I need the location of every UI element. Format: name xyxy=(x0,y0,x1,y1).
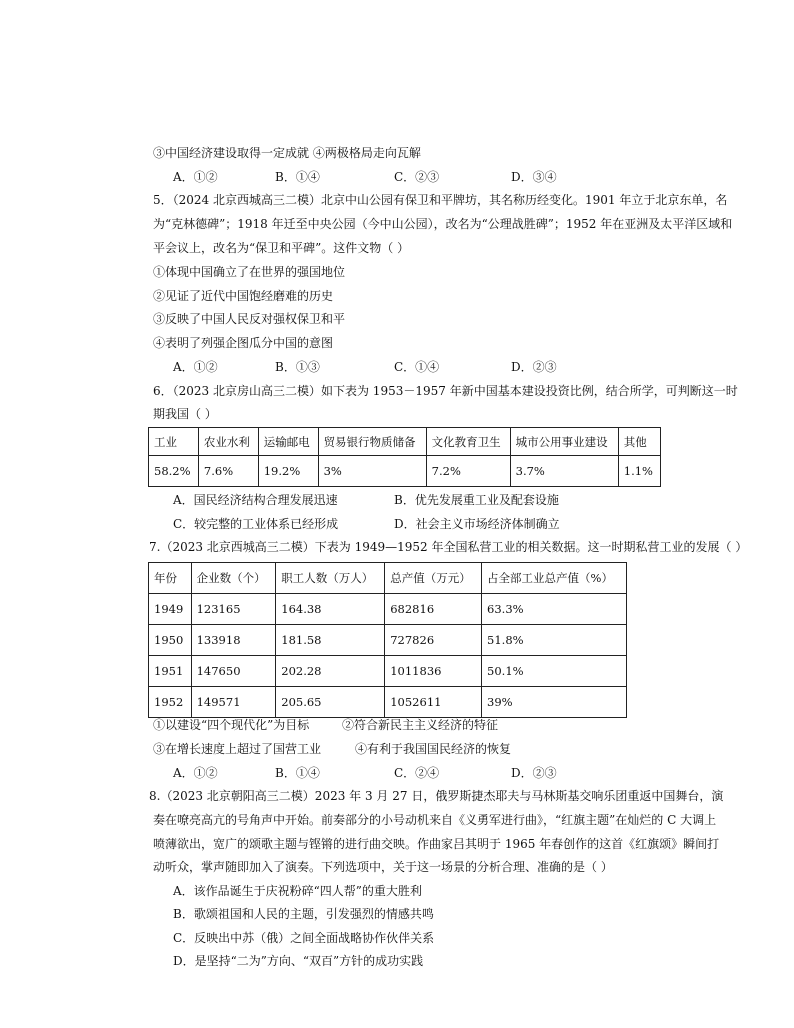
q7-header-cell: 总产值（万元） xyxy=(385,563,482,594)
q7-item-3: ③在增长速度上超过了国营工业 xyxy=(153,742,322,756)
q7-option-c[interactable]: C．②④ xyxy=(394,766,440,780)
q6-stem-line-1: 6．（2023 北京房山高三二模）如下表为 1953－1957 年新中国基本建设投资比例，结合所学，可判断这一时 xyxy=(153,384,738,398)
q7-item-4: ④有利于我国国民经济的恢复 xyxy=(355,742,512,756)
q7-header-cell: 占全部工业总产值（%） xyxy=(482,563,627,594)
q4-option-a[interactable]: A．①② xyxy=(173,170,218,184)
q6-header-cell: 贸易银行物质储备 xyxy=(318,428,426,456)
q7-cell: 1952 xyxy=(149,687,192,718)
q7-header-cell: 企业数（个） xyxy=(191,563,276,594)
q4-option-c[interactable]: C．②③ xyxy=(394,170,440,184)
q5-item-4: ④表明了列强企图瓜分中国的意图 xyxy=(153,336,334,350)
q7-option-b[interactable]: B．①④ xyxy=(275,766,320,780)
q4-option-b[interactable]: B．①④ xyxy=(275,170,320,184)
q7-cell: 181.58 xyxy=(276,625,385,656)
q5-option-c[interactable]: C．①④ xyxy=(394,360,440,374)
q5-option-b[interactable]: B．①③ xyxy=(275,360,320,374)
q4-items: ③中国经济建设取得一定成就 ④两极格局走向瓦解 xyxy=(153,146,421,160)
q7-cell: 39% xyxy=(482,687,627,718)
q7-item-1: ①以建设“四个现代化”为目标 xyxy=(153,718,310,732)
q5-option-d[interactable]: D．②③ xyxy=(511,360,557,374)
q5-stem-line-3: 平会议上，改名为“保卫和平碑”。这件文物（ ） xyxy=(153,241,410,255)
q7-stem: 7.（2023 北京西城高三二模）下表为 1949—1952 年全国私营工业的相关数据。这一时期私营工业的发展（ ） xyxy=(149,540,748,554)
q6-header-cell: 文化教育卫生 xyxy=(426,428,510,456)
q7-cell: 1011836 xyxy=(385,656,482,687)
q4-option-d[interactable]: D．③④ xyxy=(511,170,557,184)
q6-value-cell: 1.1% xyxy=(618,456,660,487)
q7-cell: 682816 xyxy=(385,594,482,625)
q8-stem-line-1: 8.（2023 北京朝阳高三二模）2023 年 3 月 27 日，俄罗斯捷杰耶夫与马林斯基交响乐团重返中国舞台，演 xyxy=(149,789,724,803)
q5-item-2: ②见证了近代中国饱经磨难的历史 xyxy=(153,289,334,303)
q7-cell: 205.65 xyxy=(276,687,385,718)
q7-option-a[interactable]: A．①② xyxy=(173,766,218,780)
q6-header-cell: 城市公用事业建设 xyxy=(510,428,618,456)
q6-value-cell: 7.2% xyxy=(426,456,510,487)
q5-stem-line-2: 为“克林德碑”；1918 年迁至中央公园（今中山公园），改名为“公理战胜碑”；1952 年在亚洲及太平洋区域和 xyxy=(153,217,733,231)
q8-stem-line-3: 喷薄欲出，宽广的颂歌主题与铿锵的进行曲交映。作曲家吕其明于 1965 年春创作的这首《红旗颂》瞬间打 xyxy=(153,837,720,851)
q7-cell: 123165 xyxy=(191,594,276,625)
q6-header-cell: 其他 xyxy=(618,428,660,456)
q7-header-cell: 年份 xyxy=(149,563,192,594)
q7-cell: 133918 xyxy=(191,625,276,656)
q6-header-cell: 运输邮电 xyxy=(258,428,318,456)
q8-option-a[interactable]: A．该作品诞生于庆祝粉碎“四人帮”的重大胜利 xyxy=(173,884,422,898)
q6-value-cell: 3.7% xyxy=(510,456,618,487)
q8-stem-line-2: 奏在嘹亮高亢的号角声中开始。前奏部分的小号动机来自《义勇军进行曲》，“红旗主题”在灿烂的 C 大调上 xyxy=(153,813,717,827)
q7-cell: 202.28 xyxy=(276,656,385,687)
q6-value-cell: 58.2% xyxy=(149,456,199,487)
q7-option-d[interactable]: D．②③ xyxy=(511,766,557,780)
q7-cell: 147650 xyxy=(191,656,276,687)
q7-cell: 63.3% xyxy=(482,594,627,625)
q7-header-cell: 职工人数（万人） xyxy=(276,563,385,594)
q6-header-cell: 农业水利 xyxy=(198,428,258,456)
q6-option-d[interactable]: D．社会主义市场经济体制确立 xyxy=(394,517,560,531)
q8-option-b[interactable]: B．歌颂祖国和人民的主题，引发强烈的情感共鸣 xyxy=(173,907,434,921)
q6-header-cell: 工业 xyxy=(149,428,199,456)
q5-item-1: ①体现中国确立了在世界的强国地位 xyxy=(153,265,346,279)
q7-item-2: ②符合新民主主义经济的特征 xyxy=(342,718,499,732)
q6-option-c[interactable]: C．较完整的工业体系已经形成 xyxy=(173,517,339,531)
q8-option-c[interactable]: C．反映出中苏（俄）之间全面战略协作伙伴关系 xyxy=(173,931,435,945)
q6-option-a[interactable]: A．国民经济结构合理发展迅速 xyxy=(173,493,338,507)
q6-value-cell: 3% xyxy=(318,456,426,487)
q7-cell: 50.1% xyxy=(482,656,627,687)
q7-table xyxy=(148,562,627,718)
q6-option-b[interactable]: B．优先发展重工业及配套设施 xyxy=(394,493,559,507)
q7-cell: 1949 xyxy=(149,594,192,625)
q7-cell: 1951 xyxy=(149,656,192,687)
q6-value-cell: 19.2% xyxy=(258,456,318,487)
q8-option-d[interactable]: D．是坚持“二为”方向、“双百”方针的成功实践 xyxy=(173,954,424,968)
q8-stem-line-4: 动听众，掌声随即加入了演奏。下列选项中，关于这一场景的分析合理、准确的是（ ） xyxy=(153,860,613,874)
q6-table xyxy=(148,427,661,487)
q7-cell: 727826 xyxy=(385,625,482,656)
q7-cell: 149571 xyxy=(191,687,276,718)
q5-stem-line-1: 5．（2024 北京西城高三二模）北京中山公园有保卫和平牌坊，其名称历经变化。1901 年立于北京东单，名 xyxy=(153,193,728,207)
q7-cell: 1052611 xyxy=(385,687,482,718)
q6-value-cell: 7.6% xyxy=(198,456,258,487)
q7-cell: 1950 xyxy=(149,625,192,656)
q5-option-a[interactable]: A．①② xyxy=(173,360,218,374)
q5-item-3: ③反映了中国人民反对强权保卫和平 xyxy=(153,312,346,326)
q7-cell: 164.38 xyxy=(276,594,385,625)
q6-stem-line-2: 期我国（ ） xyxy=(153,407,217,421)
q7-cell: 51.8% xyxy=(482,625,627,656)
